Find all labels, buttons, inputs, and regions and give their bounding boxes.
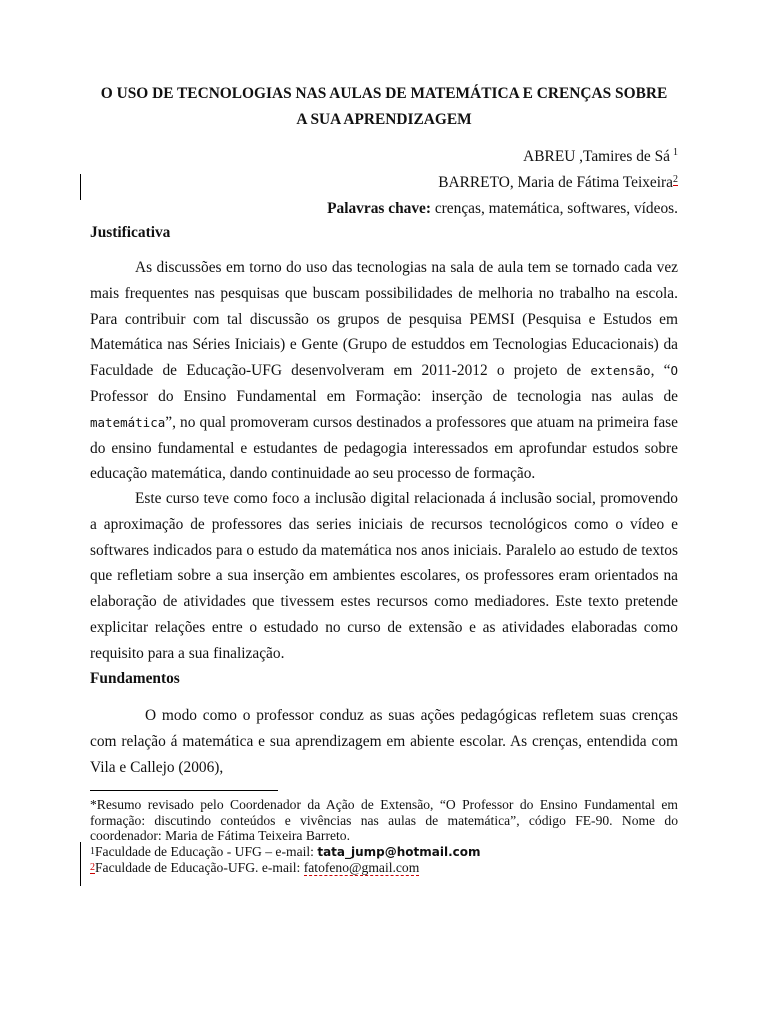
footnote-2-text: Faculdade de Educação-UFG. e-mail:	[95, 860, 304, 876]
footnote-revision-bar	[80, 842, 81, 886]
footnote-2	[90, 860, 678, 876]
p1-text-a: As discussões em torno do uso das tecnologias na sala de aula tem se tornado cada vez mais frequentes nas pesquisas que buscam possibilidades de melhoria no trabalho na escola. Para contribuir com tal discussão os grupos de pesquisa PEMSI (Pesquisa e Estudos em Matemática nas Séries Iniciais) e Gente (Grupo de estuddos em Tecnologias Educacionais) da Faculdade de Educação-UFG desenvolveram em 2011-2012 o projeto de	[90, 259, 678, 380]
author-2-name: BARRETO, Maria de Fátima Teixeira	[438, 174, 673, 191]
p1-text-c: Professor do Ensino Fundamental em Formação: inserção de tecnologia nas aulas de	[90, 387, 678, 405]
keywords-value: crenças, matemática, softwares, vídeos.	[430, 200, 678, 217]
revision-bar	[80, 174, 81, 200]
paragraph-3: O modo como o professor conduz as suas ações pedagógicas refletem suas crenças com relação á matemática e sua aprendizagem em abiente escolar. As crenças, entendida com Vila e Callejo (2006),	[90, 707, 678, 776]
footnote-2-email: fatofeno@gmail.com	[303, 860, 420, 876]
heading-justificativa: Justificativa	[90, 224, 171, 241]
p1-mono-word-3: matemática	[90, 414, 166, 430]
footnote-1-number: 1	[90, 845, 95, 857]
paragraph-2: Este curso teve como foco a inclusão digital relacionada á inclusão social, promovendo a aproximação de professores das series iniciais de recursos tecnológicos como o vídeo e softwares indicados para o estudo da matemática nos anos iniciais. Paralelo ao estudo de textos que refletiam sobre a sua inserção em ambientes escolares, os professores eram orientados na elaboração de atividades que tivessem estes recursos como mediadores. Este texto pretende explicitar relações entre o estudado no curso de extensão e as atividades elaboradas como requisito para a sua finalização.	[90, 490, 678, 662]
paragraph-1	[90, 255, 678, 487]
author-1-name: ABREU ,Tamires de Sá	[523, 148, 670, 165]
author-1-sup: 1	[673, 147, 678, 158]
p1-mono-word-1: extensão	[590, 363, 651, 379]
document-title	[90, 81, 678, 133]
title-line-2: A SUA APRENDIZAGEM	[296, 111, 472, 128]
title-line-1: O USO DE TECNOLOGIAS NAS AULAS DE MATEMÁTICA E CRENÇAS SOBRE	[100, 85, 668, 102]
footnote-2-number: 2	[90, 862, 95, 874]
p1-text-d: ”, no qual promoveram cursos destinados a professores que atuam na primeira fase do ensino fundamental e estudantes de pedagogia interessados em aprofundar estudos sobre educação matemática, dando continuidade ao seu processo de formação.	[90, 413, 678, 483]
footnote-separator	[90, 790, 278, 791]
author-1	[523, 147, 678, 167]
p1-mono-word-2: O	[670, 363, 678, 379]
author-2-sup: 2	[673, 174, 678, 185]
heading-fundamentos: Fundamentos	[90, 670, 180, 687]
footnote-1	[90, 844, 678, 861]
footnotes	[90, 797, 678, 876]
footnote-0: *Resumo revisado pelo Coordenador da Ação de Extensão, “O Professor do Ensino Fundamental em formação: discutindo conteúdos e vivências nas aulas de matemática”, código FE-90. Nome do coordenador: Maria de Fátima Teixeira Barreto.	[90, 797, 678, 844]
keywords	[327, 199, 678, 219]
keywords-label: Palavras chave:	[327, 200, 431, 217]
footnote-1-email: tata_jump@hotmail.com	[317, 844, 481, 859]
footnote-1-text: Faculdade de Educação - UFG – e-mail:	[95, 843, 318, 859]
author-2	[438, 173, 678, 193]
p1-text-b: , “	[650, 362, 671, 380]
